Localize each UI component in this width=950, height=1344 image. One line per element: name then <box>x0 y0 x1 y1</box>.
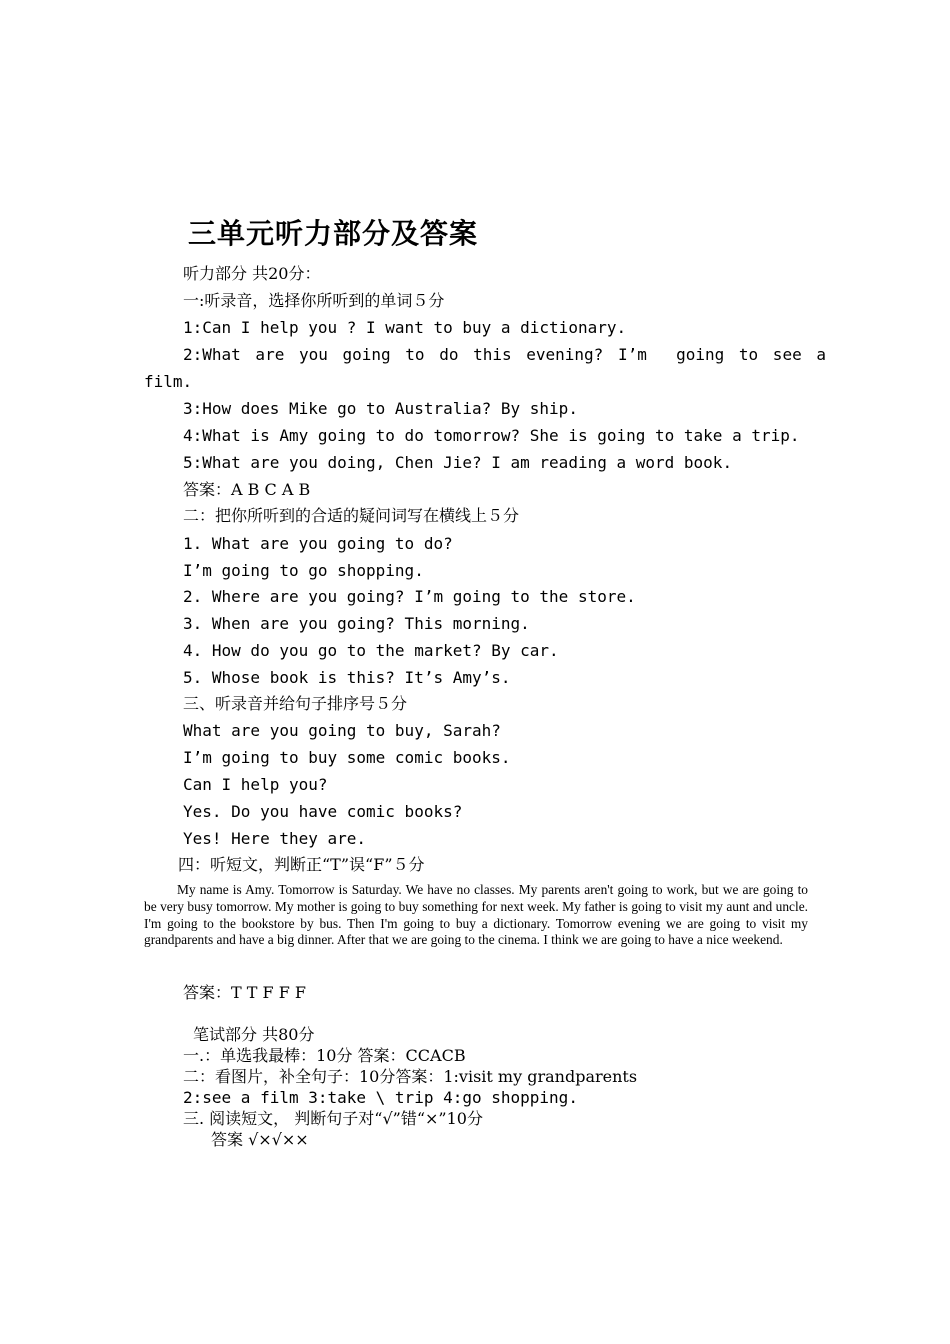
part4-passage-text: My name is Amy. Tomorrow is Saturday. We have no classes. My parents aren't going to work, but we are going to be very busy tomorrow. My mother is going to buy something for next week. My father is going to visit my aunt and uncle. I'm going to the bookstore by bus. Then I'm going to buy a dictionary. Tomorrow evening we are going to visit my grandparents and have a big dinner. After that we are going to the cinema. I think we are going to have a nice weekend. <box>144 882 808 948</box>
part1-item-2 <box>183 345 826 365</box>
part3-item-2: I’m going to buy some comic books. <box>183 748 511 767</box>
part3-item-4: Yes. Do you have comic books? <box>183 802 463 821</box>
part1-item-3: 3:How does Mike go to Australia? By ship. <box>183 399 578 418</box>
part1-item-1: 1:Can I help you ? I want to buy a dictionary. <box>183 318 627 337</box>
part1-item-4: 4:What is Amy going to do tomorrow? She is going to take a trip. <box>183 426 800 445</box>
written-line-4: 三. 阅读短文， 判断句子对“√”错“×”10分 <box>183 1109 483 1128</box>
page-title: 三单元听力部分及答案 <box>188 217 479 250</box>
part1-item-2-continued: film. <box>144 372 193 391</box>
part3-item-3: Can I help you? <box>183 775 328 794</box>
part3-header: 三、听录音并给句子排序号５分 <box>183 694 408 713</box>
part4-passage <box>144 882 808 949</box>
listening-header: 听力部分 共20分： <box>183 264 321 283</box>
written-line-3: 2:see a film 3:take \ trip 4:go shopping. <box>183 1088 578 1107</box>
part4-header: 四：听短文，判断正“T”误“F”５分 <box>178 855 425 874</box>
part1-item-2-row <box>183 345 826 365</box>
part2-item-1: 1. What are you going to do? <box>183 534 453 553</box>
part4-answer: 答案：T T F F F <box>183 983 306 1002</box>
part2-header: 二：把你所听到的合适的疑问词写在横线上５分 <box>183 506 520 525</box>
part1-header: 一:听录音，选择你所听到的单词５分 <box>183 291 445 310</box>
part3-item-1: What are you going to buy, Sarah? <box>183 721 501 740</box>
written-line-1: 一.：单选我最棒：10分 答案：CCACB <box>183 1046 466 1065</box>
part1-item-2-text: 2:What are you going to do this evening? I’m going to see a <box>183 345 826 364</box>
part3-item-5: Yes! Here they are. <box>183 829 367 848</box>
part1-item-5: 5:What are you doing, Chen Jie? I am reading a word book. <box>183 453 733 472</box>
part2-item-1-answer: I’m going to go shopping. <box>183 561 424 580</box>
part2-item-2: 2. Where are you going? I’m going to the store. <box>183 587 636 606</box>
part1-answer: 答案：A B C A B <box>183 480 311 499</box>
written-header: 笔试部分 共80分 <box>193 1025 315 1044</box>
part2-item-4: 4. How do you go to the market? By car. <box>183 641 559 660</box>
part2-item-3: 3. When are you going? This morning. <box>183 614 530 633</box>
written-line-5: 答案 √×√×× <box>211 1130 309 1149</box>
written-line-2: 二：看图片，补全句子：10分答案：1:visit my grandparents <box>183 1067 638 1086</box>
part2-item-5: 5. Whose book is this? It’s Amy’s. <box>183 668 511 687</box>
